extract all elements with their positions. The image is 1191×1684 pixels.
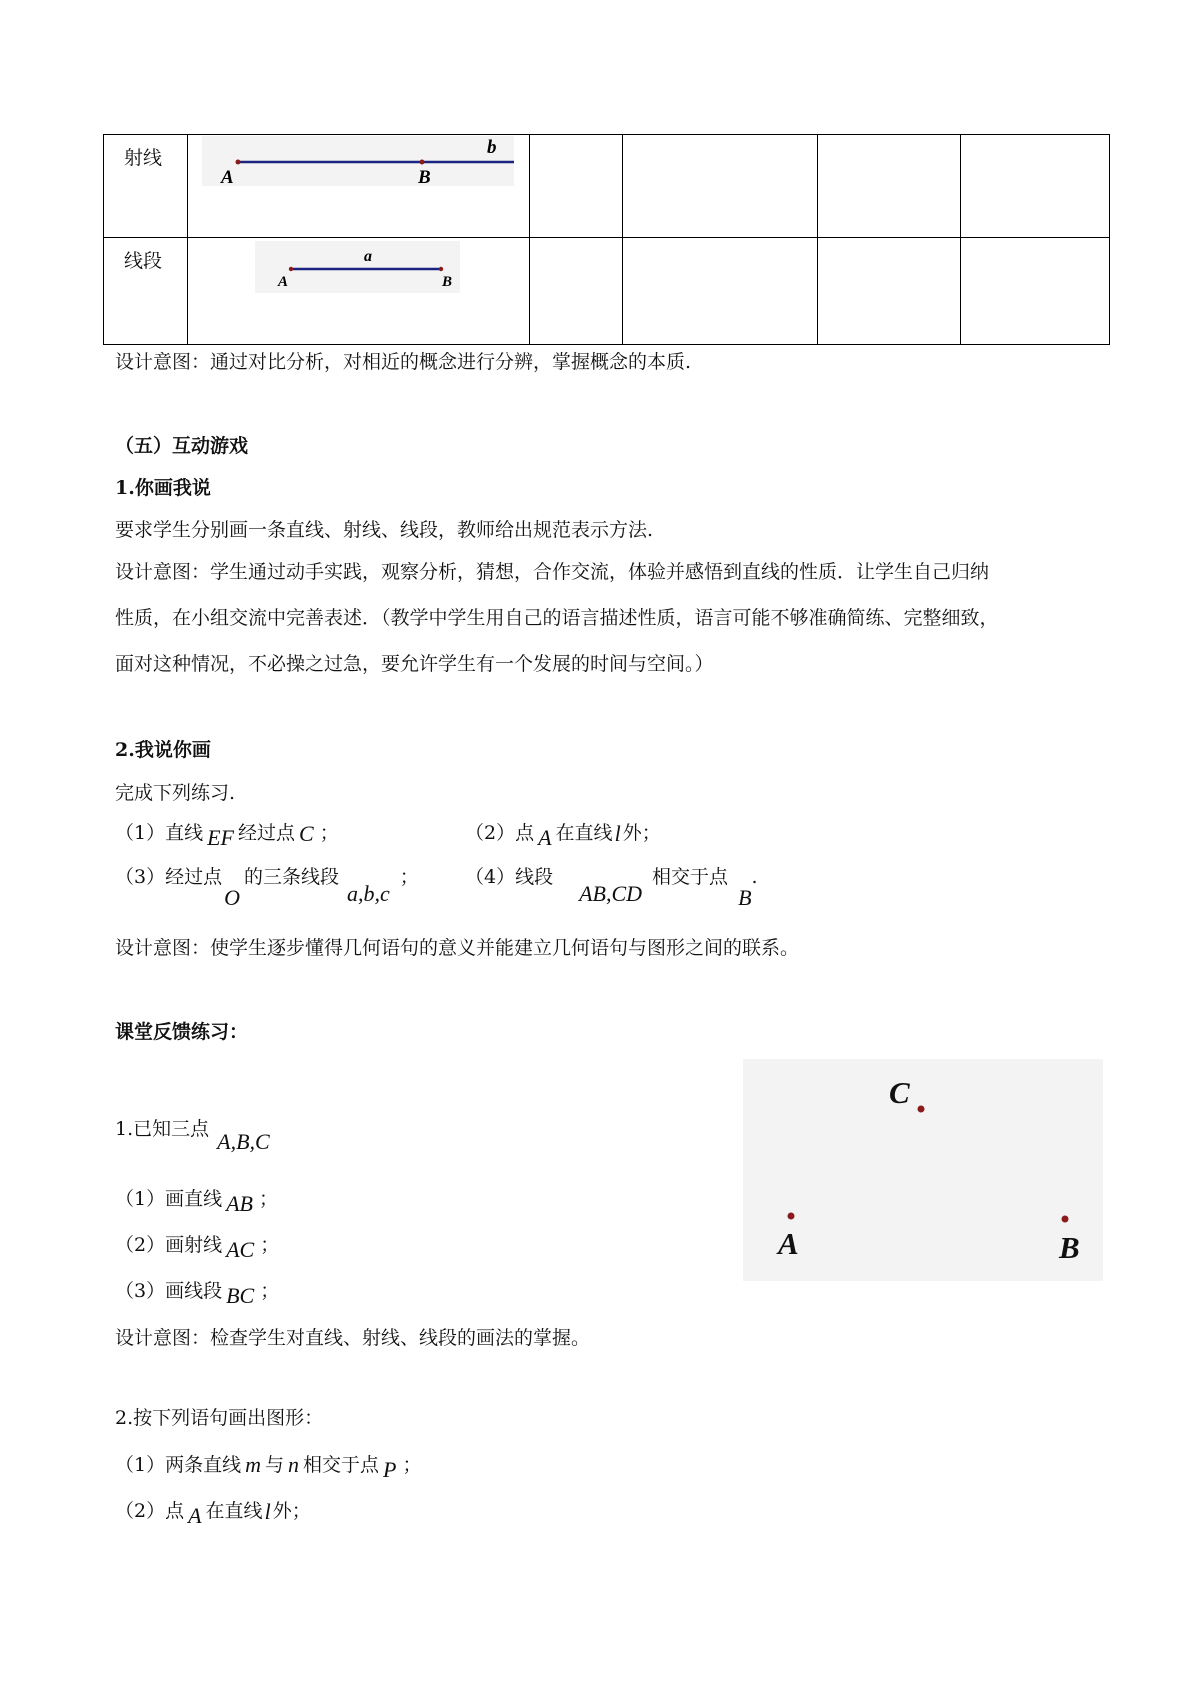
game1-text: 要求学生分别画一条直线、射线、线段，教师给出规范表示方法. xyxy=(115,519,654,541)
table-cell xyxy=(623,135,818,238)
game2-intent: 设计意图：使学生逐步懂得几何语句的意义并能建立几何语句与图形之间的联系。 xyxy=(115,937,800,959)
exercise-3-mid: 的三条线段 xyxy=(243,866,339,888)
exercise-3 xyxy=(115,864,419,910)
item-suffix: ； xyxy=(260,1234,280,1256)
item-prefix: （2）点 xyxy=(115,1500,185,1522)
ray-point-b-label: B xyxy=(418,167,431,186)
segment-diagram xyxy=(255,241,460,293)
segment-point-b xyxy=(439,267,443,271)
segment-label-a: a xyxy=(364,248,372,265)
ray-figure xyxy=(202,136,514,186)
feedback-q1-item-2 xyxy=(115,1232,280,1262)
row-label-ray: 射线 xyxy=(104,135,188,238)
ray-figure-cell xyxy=(188,135,530,238)
exercise-4-math-abcd: AB,CD xyxy=(579,881,643,906)
exercise-4-mid: 相交于点 xyxy=(652,866,729,888)
exercise-4-suffix: . xyxy=(751,866,758,888)
table-cell xyxy=(961,135,1110,238)
points-diagram xyxy=(743,1059,1103,1281)
row-label-segment: 线段 xyxy=(104,238,188,345)
exercise-2-mid: 在直线 xyxy=(555,822,613,844)
point-c xyxy=(918,1106,925,1113)
ray-label-b: b xyxy=(487,137,497,158)
exercise-1-suffix: ； xyxy=(319,822,339,844)
game1-intent-line-2: 性质，在小组交流中完善表述．（教学中学生用自己的语言描述性质，语言可能不够准确简练、完整细致， xyxy=(115,607,999,629)
feedback-q1-prefix: 1.已知三点 xyxy=(115,1118,210,1140)
item-suffix: ； xyxy=(260,1280,280,1302)
table-cell xyxy=(818,238,961,345)
math-m: m xyxy=(245,1452,261,1477)
math-a: A xyxy=(188,1503,202,1528)
feedback-title: 课堂反馈练习： xyxy=(115,1021,249,1043)
item-prefix: （1）两条直线 xyxy=(115,1454,242,1476)
table-cell xyxy=(530,238,623,345)
point-a xyxy=(788,1213,795,1220)
table-cell xyxy=(530,135,623,238)
game1-intent-line-3: 面对这种情况，不必操之过急，要允许学生有一个发展的时间与空间。） xyxy=(115,653,714,675)
exercise-2-math-a: A xyxy=(538,825,552,850)
math-p: P xyxy=(383,1457,397,1482)
table-cell xyxy=(818,135,961,238)
game2-intro: 完成下列练习. xyxy=(115,782,236,804)
exercise-2-prefix: （2）点 xyxy=(465,822,535,844)
exercise-1-math-ef: EF xyxy=(207,825,234,850)
ray-point-a-label: A xyxy=(221,167,234,186)
feedback-q2-title: 2.按下列语句画出图形： xyxy=(115,1407,324,1429)
exercise-4-math-b: B xyxy=(738,885,752,910)
feedback-q2-item-2 xyxy=(115,1498,311,1528)
comparison-table xyxy=(103,134,1110,345)
points-figure xyxy=(743,1059,1103,1281)
item-mid: 相交于点 xyxy=(303,1454,380,1476)
ray-diagram xyxy=(202,136,514,186)
table-cell xyxy=(961,238,1110,345)
exercise-1-mid: 经过点 xyxy=(237,822,295,844)
point-c-label: C xyxy=(889,1075,910,1110)
item-prefix: （1）画直线 xyxy=(115,1188,223,1210)
point-b-label: B xyxy=(1059,1230,1080,1265)
exercise-2 xyxy=(465,820,661,850)
segment-figure xyxy=(255,241,460,293)
table-row-ray xyxy=(104,135,1110,238)
exercise-1-math-c: C xyxy=(299,821,314,846)
item-prefix: （3）画线段 xyxy=(115,1280,223,1302)
exercise-1-prefix: （1）直线 xyxy=(115,822,204,844)
item-math: AC xyxy=(226,1237,255,1262)
item-prefix: （2）画射线 xyxy=(115,1234,223,1256)
segment-point-a xyxy=(289,267,293,271)
table-row-segment xyxy=(104,238,1110,345)
feedback-q1 xyxy=(115,1116,270,1154)
item-suffix: 外； xyxy=(272,1500,311,1522)
exercise-3-prefix: （3）经过点 xyxy=(115,866,223,888)
section-five-title: （五）互动游戏 xyxy=(115,435,249,457)
table-cell xyxy=(623,238,818,345)
game1-intent-line-1: 设计意图：学生通过动手实践，观察分析，猜想，合作交流，体验并感悟到直线的性质．让学生自己归纳 xyxy=(115,561,990,583)
point-b xyxy=(1062,1216,1069,1223)
game1-title: 1.你画我说 xyxy=(115,477,211,499)
exercise-3-math-o: O xyxy=(224,885,240,910)
game2-title: 2.我说你画 xyxy=(115,739,211,761)
math-l: l xyxy=(264,1499,271,1524)
exercise-1 xyxy=(115,820,339,850)
segment-figure-cell xyxy=(188,238,530,345)
design-intent-1: 设计意图：通过对比分析，对相近的概念进行分辨，掌握概念的本质. xyxy=(115,351,692,373)
segment-point-a-label: A xyxy=(278,274,289,290)
ray-point-a xyxy=(236,160,241,165)
math-n: n xyxy=(288,1452,299,1477)
point-a-label: A xyxy=(778,1226,799,1261)
exercise-4-prefix: （4）线段 xyxy=(465,866,554,888)
ray-point-b xyxy=(420,160,425,165)
feedback-q1-item-1 xyxy=(115,1186,278,1216)
item-suffix: ； xyxy=(258,1188,278,1210)
feedback-q2-item-1 xyxy=(115,1452,422,1482)
exercise-2-math-l: l xyxy=(614,821,621,846)
feedback-q1-math: A,B,C xyxy=(217,1129,270,1154)
item-suffix: ； xyxy=(402,1454,422,1476)
segment-point-b-label: B xyxy=(442,274,453,290)
feedback-q1-item-3 xyxy=(115,1278,280,1308)
exercise-3-math-abc: a,b,c xyxy=(347,881,390,906)
item-math: AB xyxy=(226,1191,253,1216)
item-mid: 在直线 xyxy=(205,1500,263,1522)
item-mid: 与 xyxy=(264,1454,284,1476)
exercise-2-suffix: 外； xyxy=(622,822,661,844)
exercise-4 xyxy=(465,864,758,910)
feedback-q1-intent: 设计意图：检查学生对直线、射线、线段的画法的掌握。 xyxy=(115,1327,591,1349)
exercise-3-suffix: ； xyxy=(399,866,419,888)
item-math: BC xyxy=(226,1283,255,1308)
